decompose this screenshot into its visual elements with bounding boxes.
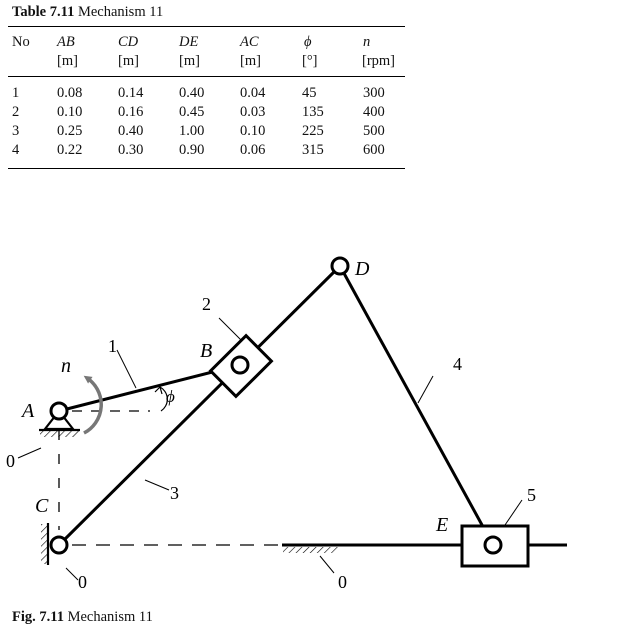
table-cell: 1.00	[179, 123, 205, 139]
label-link-3: 3	[170, 483, 179, 503]
table-cell: 500	[363, 123, 385, 139]
table-unit-ab: [m]	[57, 53, 78, 69]
table-caption-title: Mechanism 11	[77, 4, 164, 20]
table-unit-phi: [°]	[302, 53, 318, 69]
table-unit-cd: [m]	[118, 53, 139, 69]
label-rotation-n: n	[61, 355, 71, 377]
label-link-5: 5	[527, 485, 536, 505]
leader-line-3	[145, 480, 169, 490]
label-joint-d: D	[355, 258, 370, 280]
table-cell: 0.45	[179, 104, 205, 120]
label-ground-slider: 0	[338, 572, 347, 592]
table-cell: 0.03	[240, 104, 266, 120]
table-cell: 0.10	[57, 104, 83, 120]
joint-c	[51, 537, 67, 553]
leader-line-5	[505, 500, 522, 525]
table-cell: 0.10	[240, 123, 266, 139]
table-header-ac: AC	[240, 34, 259, 50]
table-cell: 600	[363, 142, 385, 158]
figure-caption	[12, 609, 153, 626]
label-joint-c: C	[35, 495, 49, 517]
table-cell: 0.06	[240, 142, 266, 158]
table-cell: 0.04	[240, 85, 266, 101]
joint-a	[51, 403, 67, 419]
label-joint-a: A	[22, 400, 35, 422]
label-joint-b: B	[200, 340, 213, 362]
leader-line-2	[219, 318, 241, 340]
joint-e	[485, 537, 501, 553]
table-header-phi: ϕ	[304, 34, 312, 50]
table-cell: 0.40	[118, 123, 144, 139]
table-cell: 300	[363, 85, 385, 101]
label-link-1: 1	[108, 336, 117, 356]
table-header-n: n	[363, 34, 371, 50]
table-header-cd: CD	[118, 34, 139, 50]
joint-d	[332, 258, 348, 274]
table-cell: 0.16	[118, 104, 144, 120]
table-cell: 1	[12, 85, 20, 101]
label-angle-phi: ϕ	[166, 387, 175, 406]
figure-caption-label: Fig. 7.11	[12, 609, 64, 625]
table-unit-de: [m]	[179, 53, 200, 69]
label-ground-c: 0	[78, 572, 87, 592]
table-caption-label: Table 7.11	[12, 4, 75, 20]
figure-caption-title: Mechanism 11	[67, 609, 153, 625]
leader-line-4	[418, 376, 433, 403]
table-cell: 0.90	[179, 142, 205, 158]
table-cell: 2	[12, 104, 20, 120]
table-cell: 3	[12, 123, 20, 139]
ground-support-c	[41, 523, 48, 565]
table-cell: 0.08	[57, 85, 83, 101]
table-header-de: DE	[179, 34, 199, 50]
table-cell: 0.30	[118, 142, 144, 158]
slider-guide-ground	[283, 547, 338, 553]
table-cell: 315	[302, 142, 324, 158]
link-4	[340, 266, 493, 545]
table-header-no: No	[12, 34, 30, 50]
table-header-ab: AB	[57, 34, 75, 50]
table-unit-ac: [m]	[240, 53, 261, 69]
table-cell: 4	[12, 142, 20, 158]
table-cell: 400	[363, 104, 385, 120]
label-link-4: 4	[453, 354, 462, 374]
table-cell: 0.14	[118, 85, 144, 101]
leader-line-0e	[320, 556, 334, 573]
table-cell: 135	[302, 104, 324, 120]
table-cell: 45	[302, 85, 317, 101]
table-cell: 225	[302, 123, 324, 139]
table-cell: 0.40	[179, 85, 205, 101]
joint-b	[232, 357, 248, 373]
leader-line-1	[117, 350, 136, 388]
label-link-2: 2	[202, 294, 211, 314]
label-joint-e: E	[436, 514, 449, 536]
table-cell: 0.25	[57, 123, 83, 139]
leader-line-0c	[66, 568, 78, 580]
table-unit-n: [rpm]	[362, 53, 396, 69]
label-ground-a: 0	[6, 451, 15, 471]
leader-line-0a	[18, 448, 41, 458]
table-cell: 0.22	[57, 142, 83, 158]
